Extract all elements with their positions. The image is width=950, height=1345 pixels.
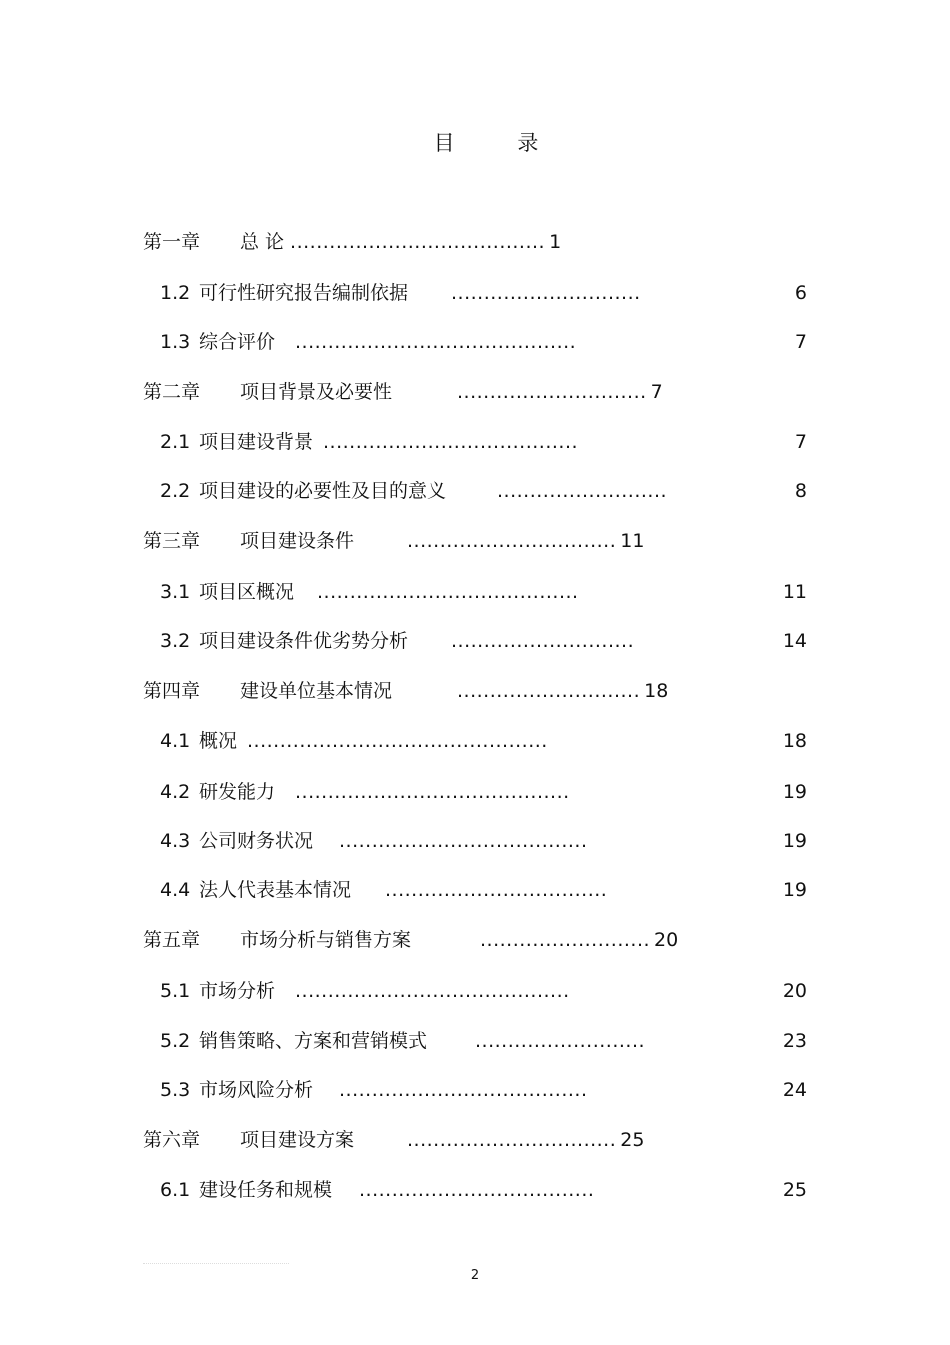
toc-entry-title: 建设单位基本情况 — [240, 680, 393, 702]
toc-entry-number: 第二章 — [143, 381, 201, 403]
toc-entry-title: 项目建设条件优劣势分析 — [199, 630, 409, 652]
toc-entry-title: 项目建设背景 — [199, 431, 314, 453]
toc-entry-number: 5.3 — [160, 1079, 191, 1101]
toc-chapter-entry — [143, 927, 678, 953]
toc-section-entry — [160, 628, 634, 654]
toc-leader-dots: .................................... — [359, 1179, 595, 1201]
toc-section-entry — [160, 1177, 594, 1203]
toc-entry-number: 4.1 — [160, 730, 191, 752]
toc-leader-dots: .......................... — [480, 929, 651, 951]
toc-page-number: 7 — [650, 381, 663, 403]
toc-entry-title: 总 论 — [240, 231, 285, 253]
toc-leader-dots: .......................... — [497, 480, 668, 502]
toc-leader-dots: ........................................ — [317, 581, 579, 603]
toc-page-number: 11 — [782, 581, 807, 603]
toc-entry-number: 第三章 — [143, 530, 201, 552]
toc-page-number: 20 — [782, 980, 807, 1002]
toc-entry-number: 3.2 — [160, 630, 191, 652]
toc-entry-number: 4.3 — [160, 830, 191, 852]
toc-entry-title: 项目背景及必要性 — [240, 381, 393, 403]
toc-entry-number: 5.1 — [160, 980, 191, 1002]
toc-leader-dots: ............................ — [451, 630, 635, 652]
toc-entry-title: 销售策略、方案和营销模式 — [199, 1030, 428, 1052]
toc-leader-dots: .......................... — [475, 1030, 646, 1052]
toc-entry-number: 4.4 — [160, 879, 191, 901]
toc-entry-number: 3.1 — [160, 581, 191, 603]
toc-entry-title: 建设任务和规模 — [199, 1179, 333, 1201]
toc-section-entry — [160, 329, 576, 355]
toc-entry-title: 项目区概况 — [199, 581, 295, 603]
toc-leader-dots: ............................. — [451, 282, 641, 304]
toc-leader-dots: .......................................... — [295, 781, 570, 803]
toc-entry-title: 市场分析与销售方案 — [240, 929, 412, 951]
toc-entry-number: 第五章 — [143, 929, 201, 951]
toc-entry-number: 4.2 — [160, 781, 191, 803]
toc-leader-dots: .................................. — [385, 879, 608, 901]
toc-page-number: 19 — [782, 781, 807, 803]
toc-leader-dots: ....................................... — [323, 431, 579, 453]
toc-page-number: 19 — [782, 879, 807, 901]
toc-page-number: 6 — [794, 282, 807, 304]
toc-chapter-entry — [143, 528, 644, 554]
toc-entry-number: 2.2 — [160, 480, 191, 502]
toc-page-number: 25 — [620, 1129, 645, 1151]
toc-page-number: 14 — [782, 630, 807, 652]
toc-entry-title: 项目建设的必要性及目的意义 — [199, 480, 447, 502]
toc-entry-title: 市场风险分析 — [199, 1079, 314, 1101]
toc-page-number: 19 — [782, 830, 807, 852]
toc-section-entry — [160, 779, 570, 805]
toc-page-number: 1 — [549, 231, 562, 253]
toc-entry-number: 1.3 — [160, 331, 191, 353]
toc-section-entry — [160, 579, 579, 605]
toc-section-entry — [160, 877, 607, 903]
toc-chapter-entry — [143, 379, 663, 405]
toc-page-number: 20 — [654, 929, 679, 951]
toc-entry-number: 2.1 — [160, 431, 191, 453]
toc-section-entry — [160, 978, 570, 1004]
toc-section-entry — [160, 429, 578, 455]
faint-scan-mark — [143, 1263, 289, 1267]
toc-chapter-entry — [143, 678, 668, 704]
page-title: 目 录 — [433, 131, 567, 155]
toc-entry-title: 公司财务状况 — [199, 830, 314, 852]
toc-leader-dots: ................................ — [407, 530, 617, 552]
toc-chapter-entry — [143, 1127, 644, 1153]
toc-entry-title: 可行性研究报告编制依据 — [199, 282, 409, 304]
toc-entry-number: 5.2 — [160, 1030, 191, 1052]
footer-page-number: 2 — [470, 1268, 480, 1283]
toc-page-number: 8 — [794, 480, 807, 502]
toc-section-entry — [160, 1028, 645, 1054]
toc-section-entry — [160, 478, 667, 504]
toc-page-number: 7 — [794, 431, 807, 453]
toc-section-entry — [160, 828, 588, 854]
toc-entry-number: 1.2 — [160, 282, 191, 304]
toc-chapter-entry — [143, 229, 561, 255]
toc-entry-title: 研发能力 — [199, 781, 276, 803]
toc-entry-number: 第六章 — [143, 1129, 201, 1151]
toc-page-number: 18 — [782, 730, 807, 752]
toc-leader-dots: ...................................... — [339, 830, 588, 852]
toc-page-number: 25 — [782, 1179, 807, 1201]
toc-leader-dots: .............................................. — [247, 730, 548, 752]
toc-leader-dots: ................................ — [407, 1129, 617, 1151]
toc-entry-title: 法人代表基本情况 — [199, 879, 352, 901]
toc-entry-title: 项目建设方案 — [240, 1129, 355, 1151]
toc-page-number: 18 — [644, 680, 669, 702]
toc-page-number: 11 — [620, 530, 645, 552]
toc-section-entry — [160, 1077, 588, 1103]
toc-page-number: 7 — [794, 331, 807, 353]
toc-entry-title: 市场分析 — [199, 980, 276, 1002]
toc-leader-dots: ............................ — [457, 680, 641, 702]
toc-section-entry — [160, 728, 548, 754]
toc-entry-title: 项目建设条件 — [240, 530, 355, 552]
toc-page-number: 24 — [782, 1079, 807, 1101]
toc-entry-title: 概况 — [199, 730, 238, 752]
toc-leader-dots: ...................................... — [339, 1079, 588, 1101]
toc-entry-number: 6.1 — [160, 1179, 191, 1201]
toc-section-entry — [160, 280, 641, 306]
toc-leader-dots: ....................................... — [290, 231, 546, 253]
toc-entry-title: 综合评价 — [199, 331, 276, 353]
toc-leader-dots: ........................................... — [295, 331, 577, 353]
toc-leader-dots: .......................................... — [295, 980, 570, 1002]
toc-leader-dots: ............................. — [457, 381, 647, 403]
toc-page-number: 23 — [782, 1030, 807, 1052]
toc-entry-number: 第一章 — [143, 231, 201, 253]
toc-entry-number: 第四章 — [143, 680, 201, 702]
